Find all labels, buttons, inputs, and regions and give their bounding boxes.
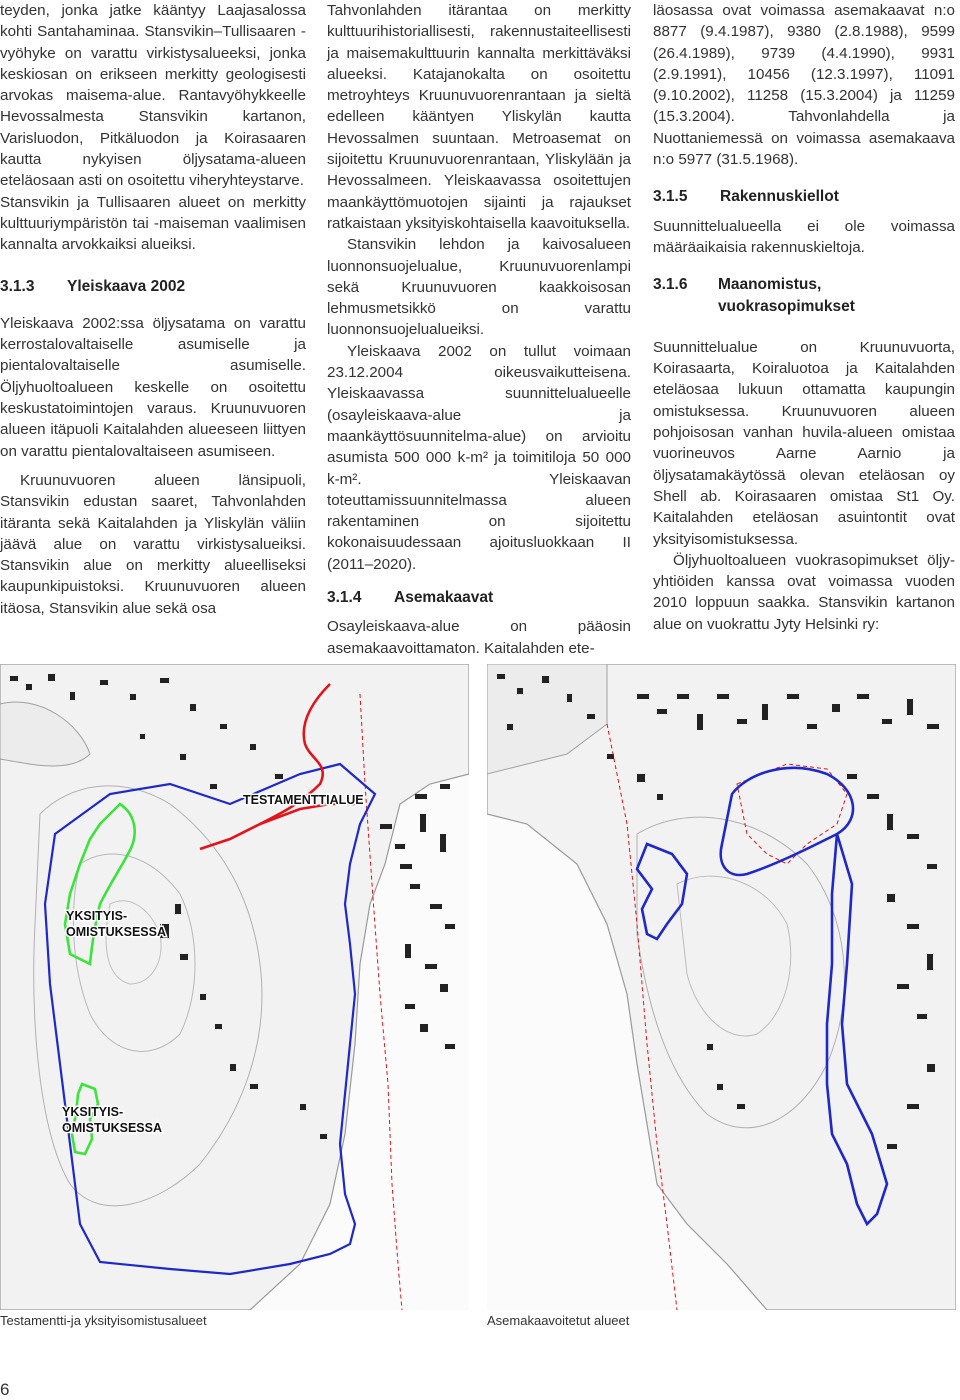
paragraph: Stansvikin lehdon ja kaivosalueen luonnonsuojelualue, Kruunuvuorenlampi sekä Kruunuvuoren kaakkoisosan lehmusmetsikkö on varattu luonnonsuojelualueiksi. [327,236,631,339]
paragraph: Osayleiskaava-alue on pääosin asemakaavoittamaton. Kaitalahden ete- [327,618,631,657]
section-number: 3.1.3 [0,277,35,295]
text-column-2 [327,0,631,659]
paragraph: Suunnittelualueella ei ole voimassa määräaikaisia rakennuskieltoja. [653,217,955,256]
paragraph: teyden, jonka jatke kääntyy Laajasalossa kohti Santahaminaa. Stansvikin–Tullisaaren -vyöhyke on varattu virkistysalueeksi, jonka keskiosan on erikseen merkitty geologisesti arvokas maisema-alue. Rantavyöhykkeelle Hevossalmesta Stansvikin kartanon, Varisluodon, Pitkäluodon ja Koirasaaren kautta nykyisen öljysatama-alueen eteläosaan asti on osoitettu viheryhteystarve. [0,2,306,190]
paragraph: Öljyhuoltoalueen vuokrasopimukset öljy-yhtiöiden kanssa ovat voimassa vuoden 2010 loppuun saakka. Stansvikin kartanon alue on vuokrattu Jyty Helsinki ry: [653,551,955,633]
section-number: 3.1.6 [653,276,688,294]
map-caption-left: Testamentti-ja yksityisomistusalueet [0,1313,207,1328]
section-heading-3-1-6 [653,274,955,317]
paragraph: Tahvonlahden itärantaa on merkitty kulttuurihistoriallisesti, rakennustaiteellisesti ja maisemakulttuurin kannalta merkittäväksi alueeksi. Katajanokalta on osoitettu metroyhteys Kruunuvuorenrantaan ja sieltä edelleen kääntyen Yliskylän kautta Hevossalmen suuntaan. Metroasemat on sijoitettu Kruunuvuorenrantaan, Yliskylään ja Hevossalmeen. Yleiskaavassa osoitettujen maankäyttömuotojen sijainti ja rajaukset ratkaistaan yksityiskohtaisella kaavoituksella. [327,2,631,232]
text-column-1 [0,0,306,619]
map-label-testamentti: TESTAMENTTIALUE [243,793,364,807]
section-title: Maanomistus, vuokrasopimukset [717,276,855,315]
section-title: Rakennuskiellot [720,188,839,206]
zoning-map-graphic [487,664,956,1310]
page-number: 6 [0,1380,10,1399]
map-label-private-2: YKSITYIS- [62,1105,124,1119]
paragraph: Yleiskaava 2002:ssa öljysatama on varattu kerrostalovaltaiselle asumiselle ja pientalovaltaiselle asumiselle. Öljyhuoltoalueen keskelle on osoitettu keskustatoimintojen varaus. Kruunuvuoren alueen itäpuoli Kaitalahden alueeseen liittyen on varattu pientalovaltaiseen asumiseen. [0,314,306,460]
section-title: Yleiskaava 2002 [67,277,186,295]
section-number: 3.1.5 [653,188,688,206]
paragraph: Kruunuvuoren alueen länsipuoli, Stansvikin edustan saaret, Tahvonlahden itäranta sekä Kaitalahden ja Yliskylän väliin jäävä alue on varattu virkistysalueiksi. Stansvikin alue on merkitty alueelliseksi kaupunkipuistoksi. Kruunuvuoren alueen itäosa, Stansvikin alue sekä osa [0,471,306,617]
map-label-private-1: YKSITYIS- [66,909,128,923]
map-caption-right: Asemakaavoitetut alueet [487,1313,630,1328]
paragraph: Stansvikin ja Tullisaaren alueet on merkitty kulttuuriympäristön tai -maiseman vaalimisen kannalta arvokkaiksi alueiksi. [0,193,306,254]
map-label-private-2-b: OMISTUKSESSA [62,1121,163,1135]
section-heading-3-1-5 [653,186,955,207]
section-title: Asemakaavat [394,589,494,607]
section-heading-3-1-3 [0,276,306,297]
text-column-3 [653,0,955,635]
zoning-map [487,664,956,1310]
ownership-map-graphic [0,664,469,1310]
ownership-map [0,664,469,1310]
section-heading-3-1-4 [327,587,631,608]
section-number: 3.1.4 [327,589,362,607]
paragraph: Suunnittelualue on Kruunuvuorta, Koirasaarta, Koiraluotoa ja Kaitalahden eteläosaa lukuun ottamatta kaupungin omistuksessa. Kruunuvuoren alueen pohjoisosan vanhan huvila-alueen omistaa vuorineuvos Aarne Aarnio ja öljysatamakäytössä olevan eteläosan oy Shell ab. Koirasaaren omistaa St1 Oy. Kaitalahden eteläosan asuintontit ovat yksityisomistuksessa. [653,338,955,548]
paragraph: läosassa ovat voimassa asemakaavat n:o 8877 (9.4.1987), 9380 (2.8.1988), 9599 (26.4.1989), 9739 (4.4.1990), 9931 (2.9.1991), 10456 (12.3.1997), 11091 (9.10.2002), 11258 (15.3.2004) ja 11259 (15.3.2004). Tahvonlahdella ja Nuottaniemessä on voimassa asemakaava n:o 5977 (31.5.1968). [653,2,955,169]
map-label-private-1-b: OMISTUKSESSA [66,925,167,939]
paragraph: Yleiskaava 2002 on tullut voimaan 23.12.2004 oikeusvaikutteisena. Yleiskaavassa suunnittelualueelle (osayleiskaava-alue ja maankäyttösuunnitelma-alue) on arvioitu asumista 500 000 k-m² ja toimitiloja 50 000 k-m². Yleiskaavan toteuttamissuunnitelmassa alueen rakentaminen on sijoitettu kokonaisuudessaan ajoitusluokkaan II (2011–2020). [327,342,631,573]
